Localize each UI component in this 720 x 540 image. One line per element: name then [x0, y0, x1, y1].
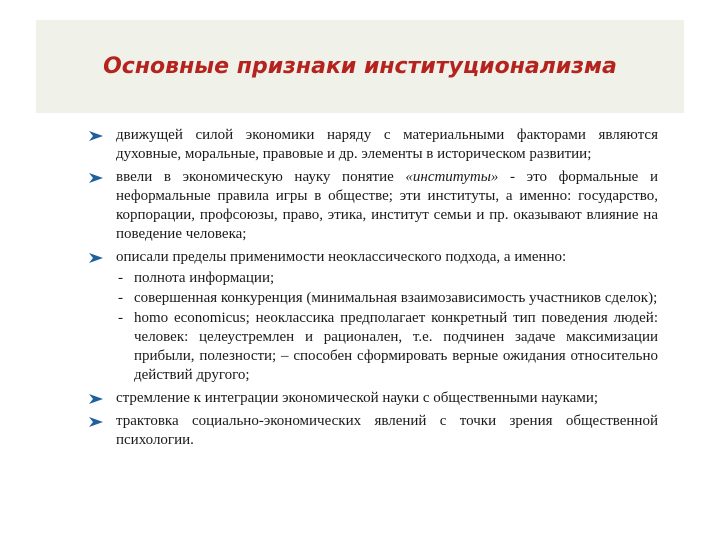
bullet-text: описали пределы применимости неоклассического подхода, а именно:: [116, 249, 567, 265]
institutions-term: «институты»: [405, 169, 499, 185]
bullet-item: [88, 168, 658, 244]
slide-title: Основные признаки институционализма: [103, 54, 617, 79]
dash-bullet-icon: -: [118, 290, 123, 306]
sub-item: [116, 309, 658, 385]
bullet-text-part: - это формальные и неформальные правила игры в обществе; эти институты, а именно: государство, корпорации, профсоюзы, право, этика, институт семьи и пр. оказывают влияние на поведение человека;: [116, 169, 658, 242]
bullet-text: движущей силой экономики наряду с материальными факторами являются духовные, моральные, правовые и др. элементы в историческом развитии;: [116, 127, 658, 162]
sub-item: [116, 289, 658, 308]
sub-item-text: homo economicus; неоклассика предполагает конкретный тип поведения людей: человек: целеустремлен и рационален, т.е. подчинен задаче максимизации прибыли, полезности; – способен сформировать верные ожидания относительно действий другого;: [134, 310, 658, 383]
bullet-text: трактовка социально-экономических явлений с точки зрения общественной психологии.: [116, 413, 658, 448]
arrow-bullet-icon: [88, 416, 104, 428]
arrow-bullet-icon: [88, 393, 104, 405]
sub-item-text: полнота информации;: [134, 270, 275, 286]
bullet-text: стремление к интеграции экономической науки с общественными науками;: [116, 390, 599, 406]
bullet-item: [88, 126, 658, 164]
bullet-item: [88, 248, 658, 385]
dash-bullet-icon: -: [118, 270, 123, 286]
bullet-text-part: ввели в экономическую науку понятие: [116, 169, 406, 185]
sub-item-text: совершенная конкуренция (минимальная взаимозависимость участников сделок);: [134, 290, 658, 306]
dash-bullet-icon: -: [118, 310, 123, 326]
bullet-item: [88, 389, 658, 408]
slide-content: [88, 126, 658, 454]
sub-list: [116, 269, 658, 385]
arrow-bullet-icon: [88, 172, 104, 184]
arrow-bullet-icon: [88, 130, 104, 142]
title-band: [36, 20, 684, 113]
sub-item: [116, 269, 658, 288]
arrow-bullet-icon: [88, 252, 104, 264]
bullet-item: [88, 412, 658, 450]
bullet-text: [116, 168, 658, 244]
bullet-list: [88, 126, 658, 450]
